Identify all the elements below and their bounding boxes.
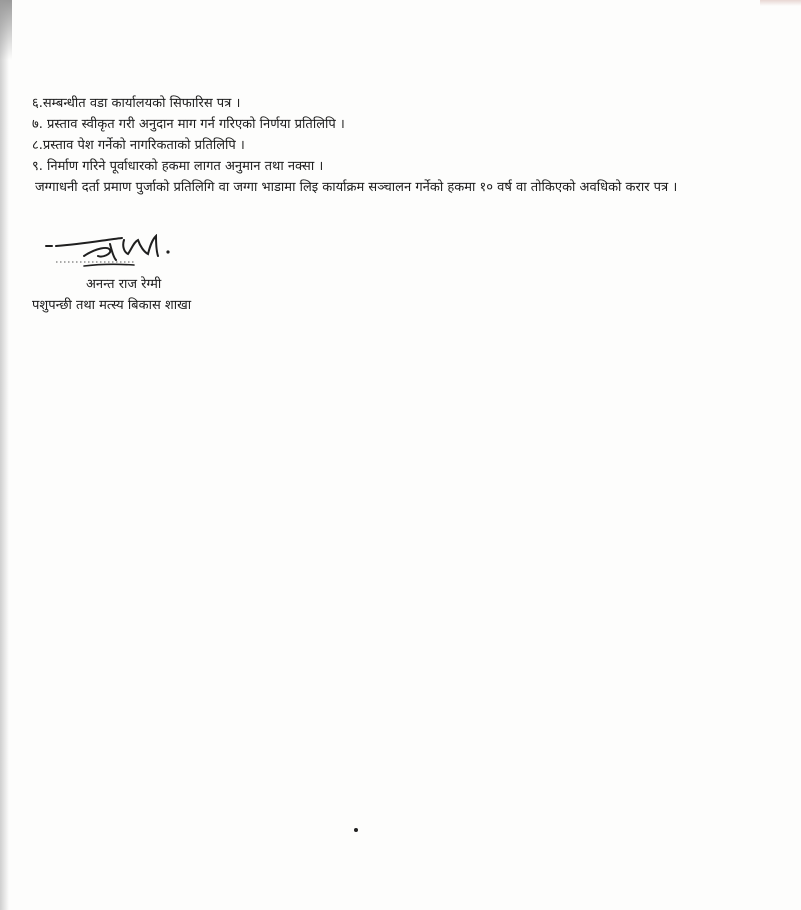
paper-speck [354,828,358,832]
requirement-line-land-ownership: जग्गाधनी दर्ता प्रमाण पुर्जाको प्रतिलिगि वा जग्गा भाडामा लिइ कार्याक्रम सञ्चालन गर्नेको हकमा १० वर्ष वा तोकिएको अवधिको करार पत्र । [35,180,678,195]
page-corner-shadow [0,0,12,60]
signer-name: अनन्त राज रेग्मी [86,277,162,292]
page-edge-shadow [0,0,9,910]
handwritten-signature [44,234,194,278]
document-requirements-list [32,93,762,198]
page-top-tint [760,0,801,6]
requirement-line-6: ६.सम्बन्धीत वडा कार्यालयको सिफारिस पत्र । [32,96,241,111]
signer-office: पशुपन्छी तथा मत्स्य बिकास शाखा [32,298,192,313]
requirement-line-7: ७. प्रस्ताव स्वीकृत गरी अनुदान माग गर्न गरिएको निर्णया प्रतिलिपि । [32,117,345,132]
requirement-line-8: ८.प्रस्ताव पेश गर्नेको नागरिकताको प्रतिलिपि । [32,138,245,153]
requirement-line-9: ९. निर्माण गरिने पूर्वाधारको हकमा लागत अनुमान तथा नक्सा । [32,159,324,174]
